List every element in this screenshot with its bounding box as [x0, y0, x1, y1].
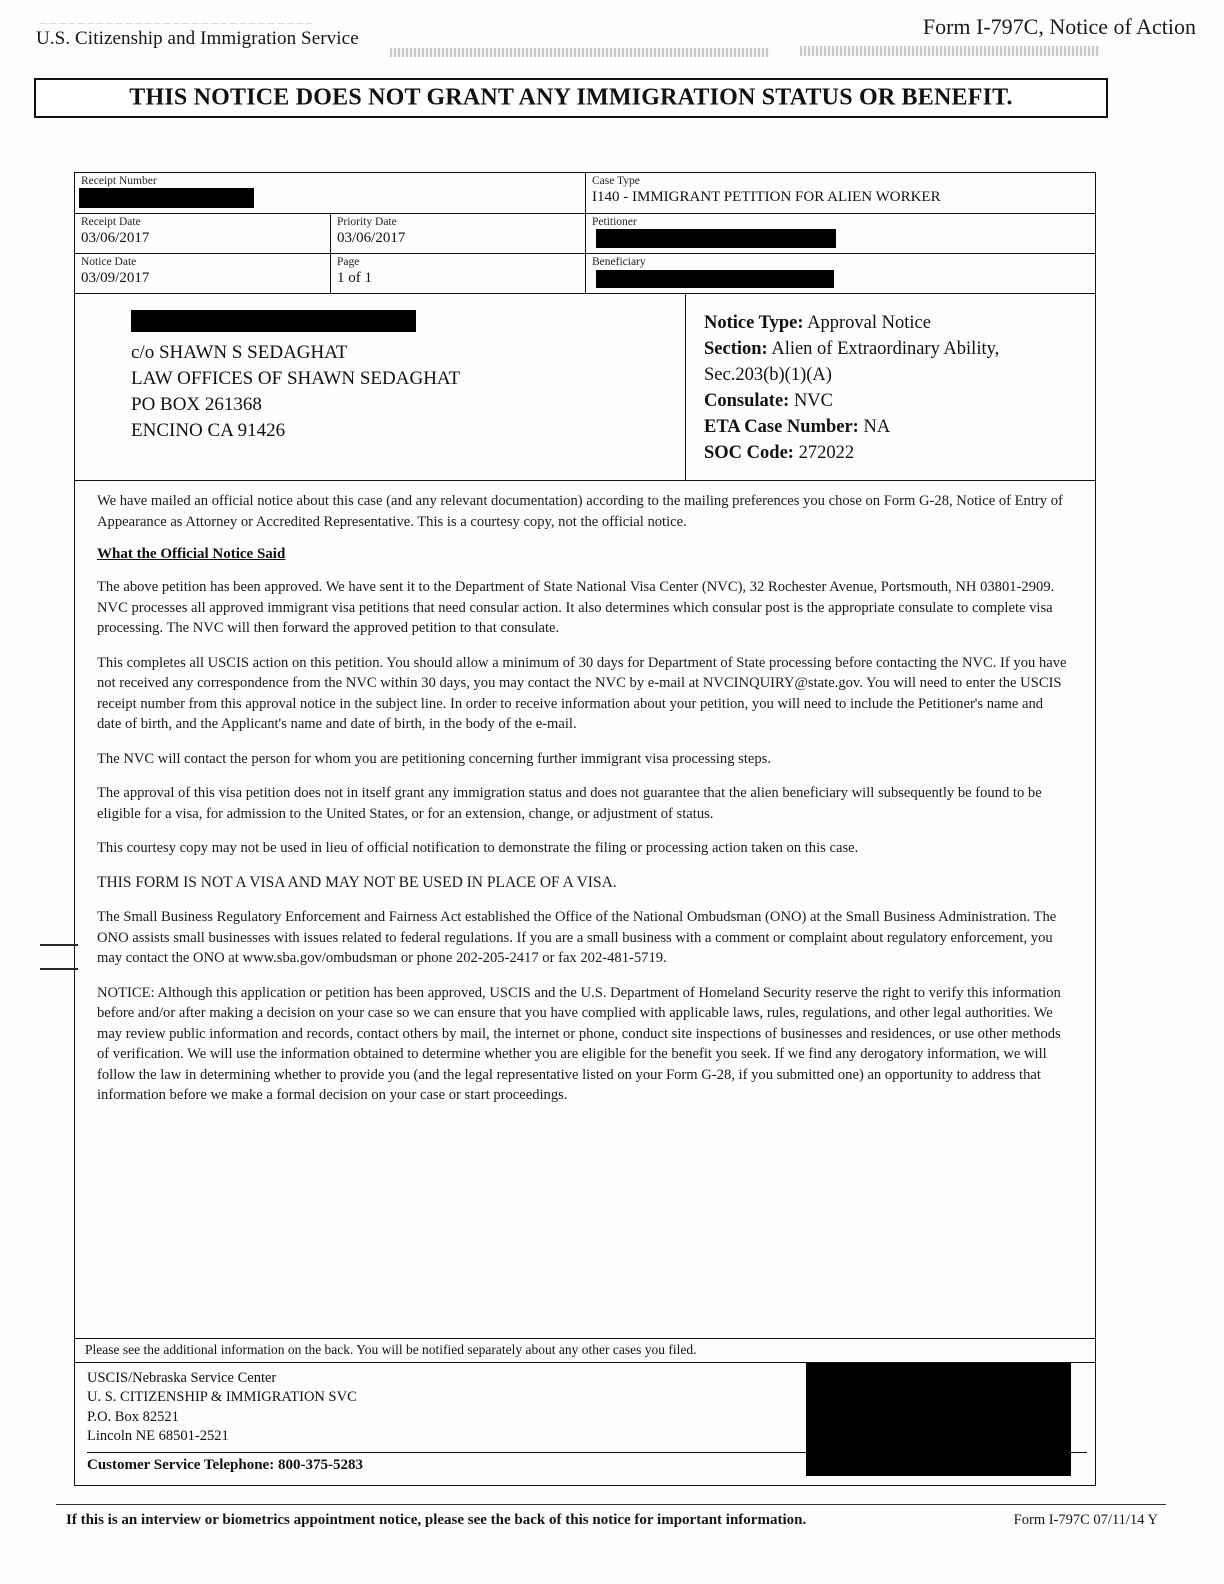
body-paragraph-1: The above petition has been approved. We have sent it to the Department of State National Visa Center (NVC), 32 Rochester Avenue, Portsmouth, NH 03801-2909. NVC processes all approved immigrant visa petitions that need consular action. It also determines which consular post is the appropriate consulate to complete visa processing. The NVC will then forward the approved petition to that consulate.	[97, 579, 1055, 637]
field-petitioner	[585, 214, 1095, 253]
beneficiary-value	[592, 269, 1089, 288]
page-label: Page	[337, 256, 360, 269]
eta-case-row	[704, 414, 1085, 440]
document-header	[30, 10, 1196, 66]
mailing-address	[75, 294, 685, 480]
case-type-label: Case Type	[592, 175, 640, 187]
receipt-number-label: Receipt Number	[81, 175, 157, 187]
body-paragraph-2: This completes all USCIS action on this petition. You should allow a minimum of 30 days for Department of State processing before contacting the NVC. If you have not received any correspondence from the NVC within 30 days, you may contact the NVC by e-mail at NVCINQUIRY@state.gov. You will need to enter the USCIS receipt number from this approval notice in the subject line. In order to receive information about your petition, you will need to include the Petitioner's name and date of birth, and the Applicant's name and date of birth, in the body of the e-mail.	[97, 654, 1067, 733]
notice-type-label: Notice Type:	[704, 313, 804, 334]
receipt-date-value: 03/06/2017	[81, 230, 150, 246]
service-center-block	[75, 1363, 1095, 1485]
address-notice-block	[75, 294, 1095, 481]
address-line-3: PO BOX 261368	[131, 394, 262, 416]
consulate-value: NVC	[793, 391, 833, 412]
status-banner-text: THIS NOTICE DOES NOT GRANT ANY IMMIGRATION STATUS OR BENEFIT.	[129, 84, 1013, 111]
field-receipt-number	[75, 173, 585, 213]
footer-divider	[56, 1504, 1166, 1505]
body-visa-warning: THIS FORM IS NOT A VISA AND MAY NOT BE USED IN PLACE OF A VISA.	[97, 873, 617, 891]
agency-name: U.S. Citizenship and Immigration Service	[36, 28, 359, 49]
section-label: Section:	[704, 339, 768, 360]
notice-form	[74, 172, 1096, 1486]
notice-date-label: Notice Date	[81, 256, 137, 269]
soc-code-row	[704, 440, 1085, 466]
body-intro: We have mailed an official notice about this case (and any relevant documentation) according to the mailing preferences you chose on Form G-28, Notice of Entry of Appearance as Attorney or Accredited Representative. This is a courtesy copy, not the official notice.	[97, 493, 1063, 530]
section-value-2: Sec.203(b)(1)(A)	[704, 365, 832, 386]
notice-body	[75, 481, 1095, 1338]
field-receipt-date	[75, 214, 330, 253]
priority-date-label: Priority Date	[337, 216, 397, 228]
service-center-line-1: USCIS/Nebraska Service Center	[87, 1369, 277, 1386]
body-heading: What the Official Notice Said	[97, 546, 286, 563]
barcode-redaction	[806, 1363, 1071, 1476]
body-verification-notice: NOTICE: Although this application or petition has been approved, USCIS and the U.S. Department of Homeland Security reserve the right to verify this information before and/or after making a decision on your case so we can ensure that you have complied with applicable laws, rules, regulations, and other legal authorities. We may review public information and records, contact others by mail, the internet or phone, conduct site inspections of businesses and residences, or use other methods of verification. We will use the information obtained to determine whether you are eligible for the benefit you seek. If we find any derogatory information, we will follow the law in determining whether to provide you (and the legal representative listed on your Form G-28, if you submitted one) an opportunity to address that information before we make a formal decision on your case or start proceedings.	[97, 984, 1061, 1104]
eta-case-label: ETA Case Number:	[704, 417, 859, 438]
footer-form-revision: Form I-797C 07/11/14 Y	[1013, 1512, 1158, 1528]
additional-info-note: Please see the additional information on the back. You will be notified separately about any other cases you filed.	[75, 1338, 1095, 1363]
scan-artifact-right	[800, 46, 1100, 56]
form-row-receipt	[75, 173, 1095, 214]
eta-case-value: NA	[863, 417, 891, 438]
customer-service-telephone: Customer Service Telephone: 800-375-5283	[87, 1452, 1087, 1474]
consulate-label: Consulate:	[704, 391, 790, 412]
scan-artifact-left	[390, 48, 770, 57]
soc-code-label: SOC Code:	[704, 443, 794, 464]
service-center-line-2: U. S. CITIZENSHIP & IMMIGRATION SVC	[87, 1389, 357, 1406]
body-paragraph-4: The approval of this visa petition does not in itself grant any immigration status and does not guarantee that the alien beneficiary will subsequently be found to be eligible for a visa, for admission to the United States, or for an extension, change, or adjustment of status.	[97, 785, 1042, 822]
receipt-number-value	[81, 188, 579, 208]
service-center-line-4: Lincoln NE 68501-2521	[87, 1428, 229, 1445]
consulate-row	[704, 388, 1085, 414]
form-row-dates	[75, 214, 1095, 254]
field-case-type	[585, 173, 1095, 213]
form-title: Form I-797C, Notice of Action	[922, 14, 1196, 39]
body-paragraph-5: This courtesy copy may not be used in lieu of official notification to demonstrate the filing or processing action taken on this case.	[97, 840, 859, 857]
field-notice-date	[75, 254, 330, 293]
body-paragraph-3: The NVC will contact the person for whom you are petitioning concerning further immigrant visa processing steps.	[97, 750, 771, 767]
priority-date-value: 03/06/2017	[337, 230, 406, 246]
petitioner-label: Petitioner	[592, 216, 637, 228]
address-line-4: ENCINO CA 91426	[131, 420, 286, 442]
addressee-redaction	[131, 310, 416, 332]
stray-mark-2	[40, 968, 78, 970]
receipt-date-label: Receipt Date	[81, 216, 141, 228]
address-line-1: c/o SHAWN S SEDAGHAT	[131, 342, 348, 364]
form-row-notice	[75, 254, 1095, 294]
soc-code-value: 272022	[798, 443, 855, 464]
status-banner	[34, 78, 1108, 118]
page-value: 1 of 1	[337, 270, 372, 287]
notice-type-row	[704, 310, 1085, 336]
header-ghost-text: _____________________________	[40, 10, 316, 25]
notice-type-value: Approval Notice	[807, 313, 931, 334]
beneficiary-label: Beneficiary	[592, 256, 646, 269]
case-type-value: I140 - IMMIGRANT PETITION FOR ALIEN WORKER	[592, 189, 941, 205]
petitioner-value	[592, 229, 1089, 248]
address-line-2: LAW OFFICES OF SHAWN SEDAGHAT	[131, 368, 461, 390]
field-beneficiary	[585, 254, 1095, 293]
footer-note: If this is an interview or biometrics appointment notice, please see the back of this notice for important information.	[66, 1512, 807, 1528]
field-priority-date	[330, 214, 585, 253]
section-value: Alien of Extraordinary Ability,	[771, 339, 1000, 360]
notice-details	[685, 294, 1095, 480]
notice-date-value: 03/09/2017	[81, 270, 150, 287]
field-page	[330, 254, 585, 293]
body-blank-space	[97, 1120, 1069, 1330]
section-row	[704, 336, 1085, 362]
stray-mark-1	[40, 944, 78, 946]
body-ombudsman: The Small Business Regulatory Enforcement and Fairness Act established the Office of the National Ombudsman (ONO) at the Small Business Administration. The ONO assists small businesses with issues related to federal regulations. If you are a small business with a comment or complaint about regulatory enforcement, you may contact the ONO at www.sba.gov/ombudsman or phone 202-205-2417 or fax 202-481-5719.	[97, 909, 1057, 967]
service-center-line-3: P.O. Box 82521	[87, 1408, 179, 1425]
